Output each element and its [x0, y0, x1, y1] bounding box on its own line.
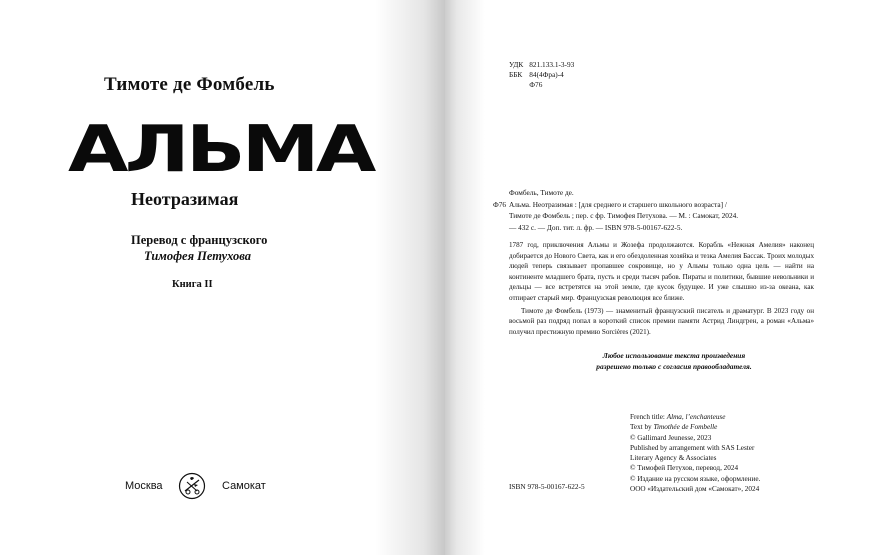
author-name: Тимоте де Фомбель [104, 74, 275, 95]
credit-french-title: French title: Alma, l’enchanteuse [630, 413, 726, 421]
bib-line: Альма. Неотразимая : [для среднего и старшего школьного возраста] / [509, 199, 727, 209]
bib-line: — 432 с. — Доп. тит. л. фр. — ISBN 978-5-00167-622-5. [509, 222, 683, 232]
udk-value: 821.133.1-3-93 [529, 60, 575, 69]
book-subtitle: Неотразимая [131, 189, 239, 209]
credit-text-by: Text by Timothée de Fombelle [630, 423, 718, 432]
book-title: АЛЬМА [68, 113, 373, 187]
bib-author: Фомбель, Тимоте де. [509, 188, 574, 197]
translator-name: Тимофея Петухова [144, 249, 252, 263]
copyright-warning [549, 350, 799, 372]
annotation [509, 240, 814, 337]
warning-line: Любое использование текста произведения [602, 351, 746, 360]
bib-line: Тимоте де Фомбель ; пер. с фр. Тимофея Петухова. — М. : Самокат, 2024. [509, 211, 739, 220]
publication-city: Москва [125, 480, 163, 492]
isbn: ISBN 978-5-00167-622-5 [509, 482, 585, 491]
bbk-label: ББК [509, 70, 523, 79]
credits-block [630, 412, 830, 494]
classification-codes [509, 60, 580, 90]
credit-line: ООО «Издательский дом «Самокат», 2024 [630, 485, 760, 494]
book-number: Книга II [172, 279, 213, 290]
credit-line: Literary Agency & Associates [630, 454, 717, 463]
samokat-logo-icon [178, 472, 206, 500]
udk-label: УДК [509, 60, 524, 69]
spine-shadow [445, 0, 485, 555]
credit-line: © Gallimard Jeunesse, 2023 [630, 433, 712, 442]
spine-shadow [375, 0, 445, 555]
publisher-name: Самокат [222, 480, 266, 492]
annotation-paragraph: Тимоте де Фомбель (1973) — знаменитый французский писатель и драматург. В 2023 году он восьмой раз подряд попал в короткий список премии памяти Астрид Линдгрен, а роман «Альма» получил престижную премию Sorcières (2021). [509, 306, 814, 336]
bibliographic-record [493, 187, 813, 233]
annotation-paragraph: 1787 год, приключения Альмы и Жозефа продолжаются. Корабль «Нежная Амелия» наконец добирается до Нового Света, как и его обездоленная хозяйка и тезка Амелия Бассак. Троих молодых людей теперь связывает пропавшее сокровище, но у Альмы только одна цель — найти на континенте младшего брата, пусть и среди тысяч рабов. Пираты и политики, бывшие невольники и дельцы — все встретятся на этой земле, где кусок будущее. И уже слышно из-за океана, как отпирает старый мир. Французская революция все ближе. [509, 241, 814, 302]
author-mark: Ф76 [529, 80, 543, 89]
credit-line: Published by arrangement with SAS Lester [630, 443, 755, 452]
translation-note: Перевод с французского [131, 233, 268, 247]
bib-code: Ф76 [493, 199, 507, 209]
warning-line: разрешено только с согласия правообладателя. [596, 362, 752, 371]
right-page [445, 0, 890, 555]
credit-line: © Издание на русском языке, оформление. [630, 474, 761, 483]
bbk-value: 84(4Фра)-4 [529, 70, 564, 79]
credit-line: © Тимофей Петухов, перевод, 2024 [630, 464, 739, 473]
